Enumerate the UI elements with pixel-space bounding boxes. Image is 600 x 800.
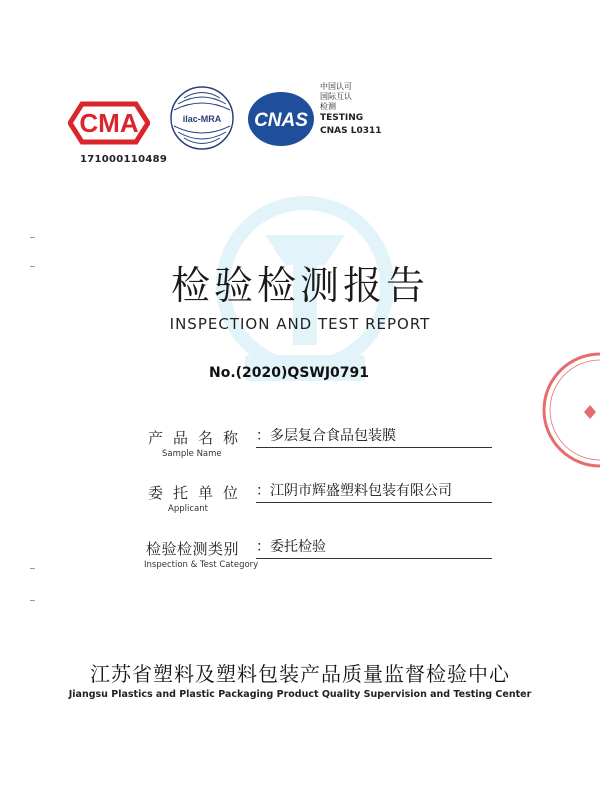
testing-center-name: 江苏省塑料及塑料包装产品质量监督检验中心 [90, 662, 510, 686]
sample-name-field [136, 427, 496, 467]
applicant-field [136, 482, 496, 522]
cma-logo [68, 100, 150, 146]
cnas-testing: TESTING [320, 113, 364, 123]
report-number: No.(2020)QSWJ0791 [209, 365, 370, 381]
testing-center-name-en: Jiangsu Plastics and Plastic Packaging Product Quality Supervision and Testing Center [68, 689, 532, 700]
report-title-chinese: 检验检测报告 [170, 264, 429, 309]
cnas-line-3: 检测 [320, 102, 336, 111]
cnas-logo [246, 90, 316, 148]
cnas-code: CNAS L0311 [320, 126, 382, 136]
cnas-caption [320, 82, 382, 138]
ilac-logo-text: ilac-MRA [182, 114, 222, 124]
scan-mark [30, 266, 35, 267]
sample-name-label-en: Sample Name [162, 449, 222, 459]
applicant-value: ：江阴市辉盛塑料包装有限公司 [256, 480, 492, 503]
test-category-label-en: Inspection & Test Category [144, 560, 259, 570]
test-category-label: 检验检测类别 [146, 540, 240, 558]
sample-name-value: ：多层复合食品包装膜 [256, 425, 492, 448]
official-seal-stamp [540, 350, 600, 470]
ilac-mra-logo [168, 84, 236, 152]
applicant-label-en: Applicant [168, 504, 208, 514]
cma-number: 171000110489 [80, 154, 168, 165]
seal-star-icon [584, 405, 596, 419]
scan-mark [30, 237, 35, 238]
cnas-logo-text: CNAS [254, 110, 308, 131]
applicant-label: 委托单位 [148, 484, 249, 502]
test-category-field [136, 538, 496, 578]
cma-logo-text: CMA [79, 108, 139, 138]
cnas-line-2: 国际互认 [320, 92, 352, 101]
scan-mark [30, 600, 35, 601]
test-category-value: ：委托检验 [256, 536, 492, 559]
report-title-english: INSPECTION AND TEST REPORT [169, 315, 431, 333]
sample-name-label: 产品名称 [148, 429, 249, 447]
scan-mark [30, 568, 35, 569]
cnas-line-1: 中国认可 [320, 82, 352, 91]
